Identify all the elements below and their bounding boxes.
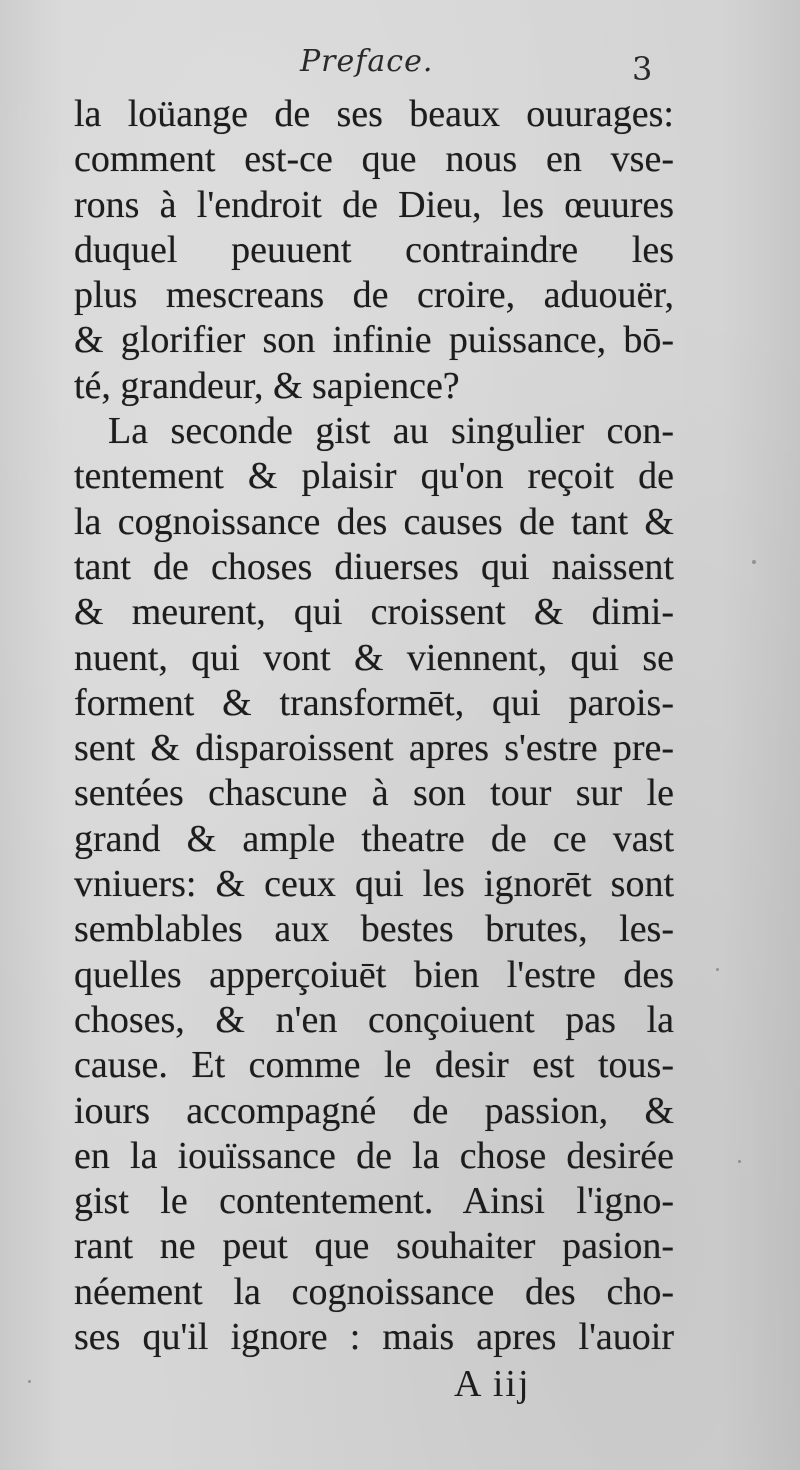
paper-speck — [28, 1380, 31, 1383]
text-line: vniuers: & ceux qui les ignorēt sont — [74, 863, 674, 906]
text-line: duquel peuuent contraindre les — [74, 228, 674, 271]
text-line: & glorifier son infinie puissance, bō- — [74, 319, 674, 362]
text-line: grand & ample theatre de ce vast — [74, 817, 674, 860]
signature-mark: A iij — [454, 1363, 531, 1405]
text-line: la cognoissance des causes de tant & — [74, 500, 674, 543]
text-line: forment & transformēt, qui parois- — [74, 681, 674, 724]
paper-speck — [738, 1160, 741, 1163]
text-line: tant de choses diuerses qui naissent — [74, 545, 674, 588]
text-line: cause. Et comme le desir est tous- — [74, 1044, 674, 1087]
text-line: nuent, qui vont & viennent, qui se — [74, 636, 674, 679]
body-text — [74, 92, 674, 1360]
text-line: té, grandeur, & sapience? — [74, 364, 460, 407]
text-line: tentement & plaisir qu'on reçoit de — [74, 455, 674, 498]
text-line: gist le contentement. Ainsi l'igno- — [74, 1180, 674, 1223]
text-line: rons à l'endroit de Dieu, les œuures — [74, 183, 674, 226]
text-line: rant ne peut que souhaiter pasion- — [74, 1225, 674, 1268]
paragraph-start-line: La seconde gist au singulier con- — [108, 410, 674, 453]
text-line: plus mescreans de croire, aduouër, — [74, 274, 674, 317]
text-line: néement la cognoissance des cho- — [74, 1270, 674, 1313]
text-line: & meurent, qui croissent & dimi- — [74, 591, 674, 634]
text-line: quelles apperçoiuēt bien l'estre des — [74, 953, 674, 996]
text-line: choses, & n'en conçoiuent pas la — [74, 998, 674, 1041]
text-line: la loüange de ses beaux ouurages: — [74, 93, 674, 135]
text-line: sent & disparoissent apres s'estre pre- — [74, 727, 674, 770]
text-line: sentées chascune à son tour sur le — [74, 772, 674, 815]
paper-speck — [716, 968, 719, 971]
text-line: comment est-ce que nous en vse- — [74, 138, 674, 181]
page-number: 3 — [632, 50, 653, 88]
running-head: Preface. — [300, 44, 434, 79]
text-line: ses qu'il ignore : mais apres l'auoir — [74, 1316, 674, 1359]
paper-speck — [752, 560, 756, 564]
text-line: iours accompagné de passion, & — [74, 1089, 674, 1132]
text-line: semblables aux bestes brutes, les- — [74, 908, 674, 951]
text-line: en la iouïssance de la chose desirée — [74, 1134, 674, 1177]
